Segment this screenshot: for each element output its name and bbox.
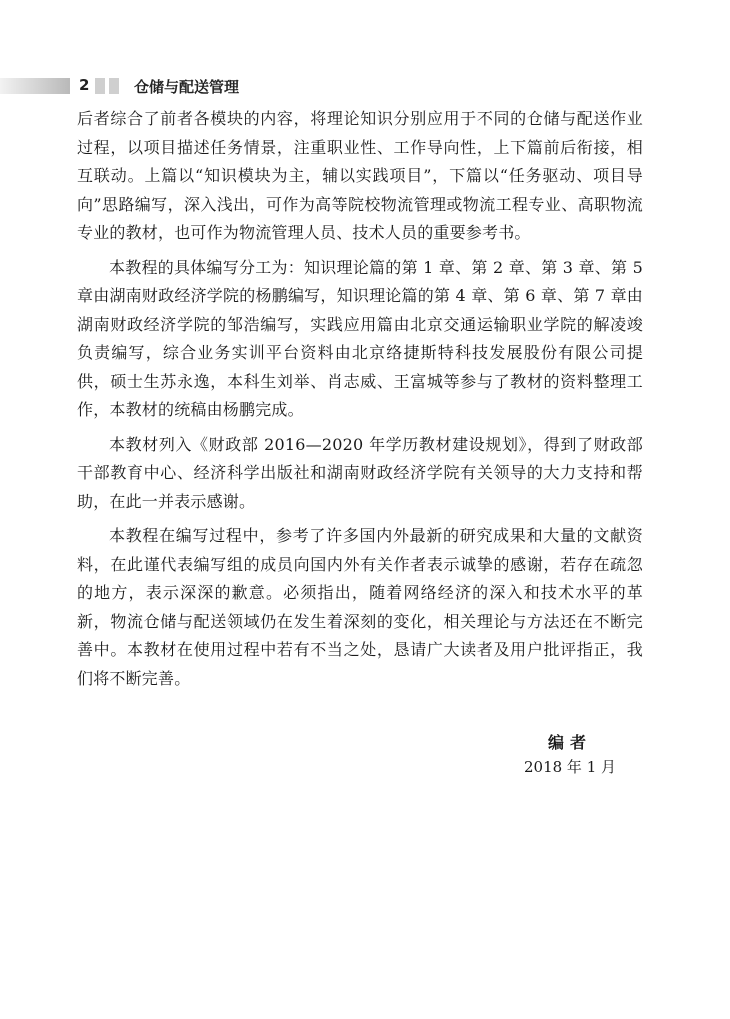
page-number: 2 — [79, 76, 90, 94]
running-header — [0, 77, 730, 97]
book-title: 仓储与配送管理 — [134, 78, 240, 96]
paragraph-references: 本教程在编写过程中，参考了许多国内外最新的研究成果和大量的文献资料，在此谨代表编写组的成员向国内外有关作者表示诚挚的感谢，若存在疏忽的地方，表示深深的歉意。必须指出，随着网络经济的深入和技术水平的革新，物流仓储与配送领域仍在发生着深刻的变化，相关理论与方法还在不断完善中。本教材在使用过程中若有不当之处，恳请广大读者及用户批评指正，我们将不断完善。 — [77, 526, 643, 688]
signature-date: 2018 年 1 月 — [523, 758, 617, 776]
signature-author: 编者 — [547, 733, 592, 752]
header-gradient-bar — [0, 78, 70, 94]
paragraph-acknowledgement: 本教材列入《财政部 2016—2020 年学历教材建设规划》，得到了财政部干部教育中心、经济科学出版社和湖南财政经济学院有关领导的大力支持和帮助，在此一并表示感谢。 — [77, 434, 643, 511]
header-decor-blocks — [95, 78, 125, 94]
body-text — [77, 105, 643, 699]
signature-block — [500, 731, 640, 779]
paragraph-continuation: 后者综合了前者各模块的内容，将理论知识分别应用于不同的仓储与配送作业过程，以项目描述任务情景，注重职业性、工作导向性，上下篇前后衔接，相互联动。上篇以“知识模块为主，辅以实践项目”，下篇以“任务驱动、项目导向”思路编写，深入浅出，可作为高等院校物流管理或物流工程专业、高职物流专业的教材，也可作为物流管理人员、技术人员的重要参考书。 — [77, 109, 643, 242]
paragraph-division-of-work: 本教程的具体编写分工为：知识理论篇的第 1 章、第 2 章、第 3 章、第 5 章由湖南财政经济学院的杨鹏编写，知识理论篇的第 4 章、第 6 章、第 7 章由湖南财政经济学院的邹浩编写，实践应用篇由北京交通运输职业学院的解凌竣负责编写，综合业务实训平台资料由北京络捷斯特科技发展股份有限公司提供，硕士生苏永逸，本科生刘举、肖志威、王富城等参与了教材的资料整理工作，本教材的统稿由杨鹏完成。 — [77, 257, 643, 419]
